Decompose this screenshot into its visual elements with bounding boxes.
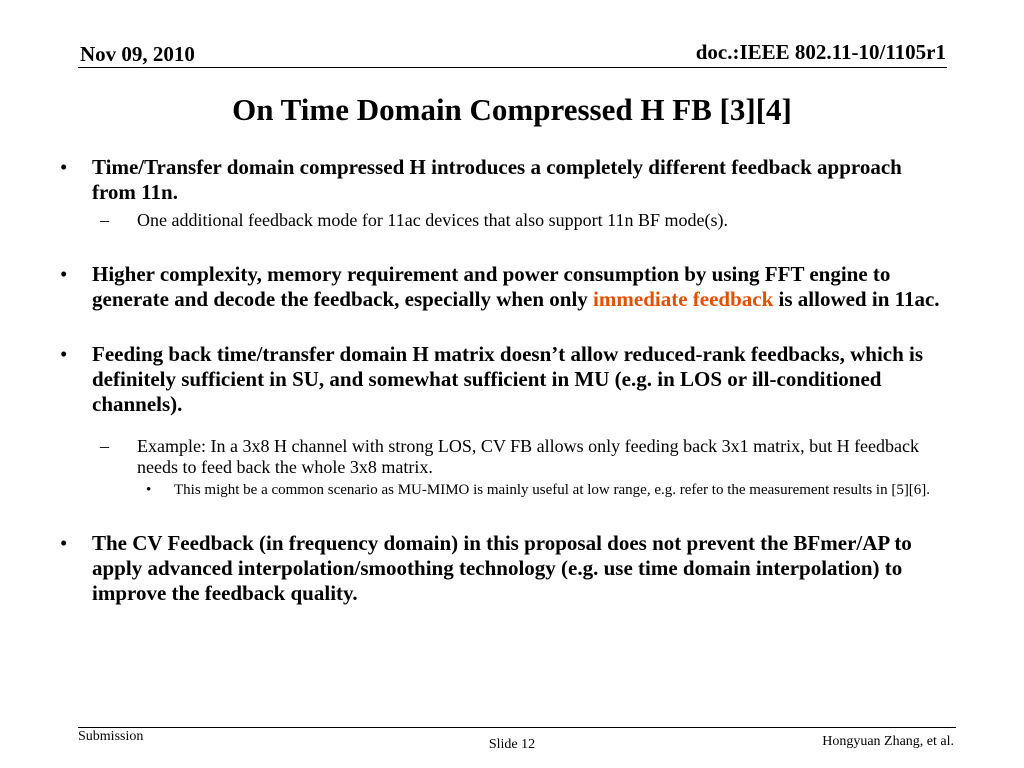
slide-body [60, 155, 950, 606]
header-divider [78, 67, 947, 68]
bullet-1 [60, 155, 950, 205]
footer-divider [78, 727, 956, 728]
footer-author: Hongyuan Zhang, et al. [822, 734, 954, 749]
bullet-2 [60, 262, 950, 312]
bullet-1-sub-1-text: One additional feedback mode for 11ac devices that also support 11n BF mode(s). [137, 210, 729, 230]
bullet-3-sub-1-sub-1 [60, 481, 950, 499]
header-date: Nov 09, 2010 [80, 42, 195, 66]
bullet-1-sub-1 [60, 210, 950, 231]
bullet-4 [60, 531, 950, 606]
header-doc-id: doc.:IEEE 802.11-10/1105r1 [695, 40, 946, 64]
bullet-marker: • [60, 342, 68, 366]
bullet-1-text: Time/Transfer domain compressed H introduces a completely different feedback approach from 11n. [92, 155, 902, 204]
bullet-2-text [92, 262, 950, 312]
bullet-3-sub-1-sub-1-text: This might be a common scenario as MU-MIMO is mainly useful at low range, e.g. refer to the measurement results in [5][6]. [174, 482, 931, 498]
bullet-2-text-after: is allowed in 11ac. [773, 287, 940, 311]
bullet-marker: • [60, 262, 68, 286]
slide-title: On Time Domain Compressed H FB [3][4] [232, 92, 792, 127]
dash-marker: – [100, 436, 109, 456]
bullet-3-sub-1-text: Example: In a 3x8 H channel with strong LOS, CV FB allows only feeding back 3x1 matrix, but H feedback needs to feed back the whole 3x8 matrix. [137, 436, 920, 477]
bullet-4-text: The CV Feedback (in frequency domain) in this proposal does not prevent the BFmer/AP to apply advanced interpolation/smoothing technology (e.g. use time domain interpolation) to improve the feedback quality. [92, 531, 912, 605]
bullet-2-text-before: Higher complexity, memory requirement and power consumption by using FFT engine to generate and decode the feedback, especially when only [92, 262, 891, 311]
bullet-marker: • [60, 531, 68, 555]
bullet-marker-small: • [146, 482, 152, 498]
bullet-marker: • [60, 155, 68, 179]
bullet-3-sub-1 [60, 436, 950, 478]
footer-submission: Submission [78, 729, 144, 744]
bullet-3 [60, 342, 950, 417]
footer-slide-number: Slide 12 [488, 737, 536, 752]
highlight-immediate-feedback: immediate feedback [593, 287, 774, 311]
dash-marker: – [100, 210, 109, 230]
bullet-3-text: Feeding back time/transfer domain H matrix doesn’t allow reduced-rank feedbacks, which is definitely sufficient in SU, and somewhat sufficient in MU (e.g. in LOS or ill-conditioned channels). [92, 342, 924, 416]
